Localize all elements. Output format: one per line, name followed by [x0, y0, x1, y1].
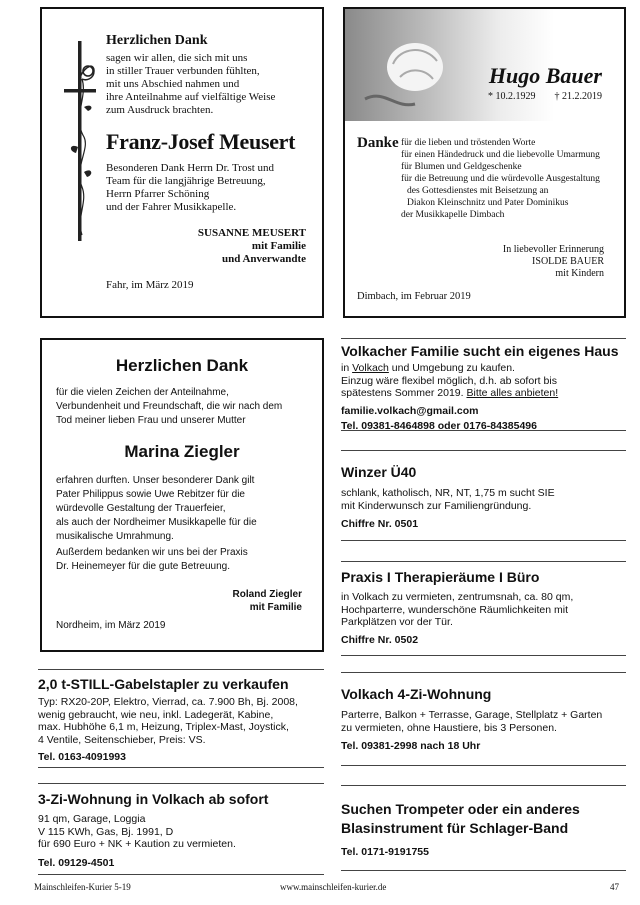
- divider: [341, 430, 626, 431]
- page-number: 47: [610, 882, 619, 892]
- place-date: Nordheim, im März 2019: [56, 620, 166, 631]
- deceased-name: Hugo Bauer: [488, 63, 602, 88]
- intro-text: für die vielen Zeichen der Anteilnahme, Verbundenheit und Freundschaft, die wir nach dem Tod meiner lieben Frau und unserer Mutter: [56, 387, 283, 426]
- ad-body: Typ: RX20-20P, Elektro, Vierrad, ca. 7.900 Bh, Bj. 2008, wenig gebraucht, wie neu, inkl. Ladegerät, Kabine, max. Hubhöhe 6,1 m, Heizung, Triplex-Mast, Joystick, 4 Ventile, Seitenschieber, Preis: VS.: [38, 696, 298, 746]
- ad-volkacher-familie: [341, 343, 631, 433]
- obituary-ziegler: [40, 338, 324, 652]
- divider: [38, 783, 324, 784]
- intro-text: sagen wir allen, die sich mit uns in stiller Trauer verbunden fühlten, mit uns Abschied nahmen und ihre Anteilnahme auf vielfältige Weise zum Ausdruck brachten.: [106, 52, 276, 116]
- death-date: † 21.2.2019: [554, 91, 602, 102]
- ad-chiffre: Chiffre Nr. 0502: [341, 633, 419, 646]
- ad-title: 3-Zi-Wohnung in Volkach ab sofort: [38, 791, 269, 807]
- memory-signers: In liebevoller Erinnerung ISOLDE BAUER mit Kindern: [502, 244, 604, 279]
- divider: [341, 561, 626, 562]
- body-text-2: Außerdem bedanken wir uns bei der Praxis Dr. Heinemeyer für die gute Betreuung.: [56, 547, 248, 572]
- life-dates: [488, 91, 602, 102]
- heading: Herzlichen Dank: [115, 356, 249, 375]
- ad-3zi-wohnung: [38, 791, 330, 869]
- ad-body: Parterre, Balkon + Terrasse, Garage, Stellplatz + Garten zu vermieten, ohne Haustiere, bis 3 Personen.: [341, 709, 603, 734]
- ad-email[interactable]: familie.volkach@gmail.com: [341, 404, 479, 417]
- ad-phone[interactable]: Tel. 0163-4091993: [38, 751, 126, 763]
- place-date: Fahr, im März 2019: [106, 279, 194, 291]
- divider: [38, 767, 324, 768]
- divider: [38, 874, 324, 875]
- ad-body: 91 qm, Garage, Loggia V 115 KWh, Gas, Bj. 1991, D für 690 Euro + NK + Kaution zu vermieten.: [38, 813, 236, 850]
- ad-title: Volkacher Familie sucht ein eigenes Haus: [341, 343, 619, 359]
- ad-title: 2,0 t-STILL-Gabelstapler zu verkaufen: [38, 676, 289, 692]
- ad-gabelstapler: [38, 676, 330, 764]
- thanks-lines: für die lieben und tröstenden Worte für einen Händedruck und die liebevolle Umarmung für Blumen und Geldgeschenke für die Betreuung und die würdevolle Ausgestaltung des Gottesdienstes mit Beisetzung an Diakon Kleinschnitz und Pater Dominikus der Musikkapelle Dimbach: [401, 138, 600, 220]
- footer-website[interactable]: www.mainschleifen-kurier.de: [280, 882, 387, 892]
- rose-icon: [345, 9, 465, 121]
- signers: Roland Ziegler mit Familie: [232, 589, 302, 613]
- danke-heading: Danke: [357, 135, 399, 151]
- volkach-link[interactable]: Volkach: [352, 362, 389, 374]
- divider: [341, 672, 626, 673]
- thanks-text: Besonderen Dank Herrn Dr. Trost und Team für die langjährige Betreuung, Herrn Pfarrer Schöning und der Fahrer Musikkapelle.: [106, 162, 275, 213]
- ad-title: Praxis I Therapieräume I Büro: [341, 569, 540, 585]
- ad-phone[interactable]: Tel. 09381-2998 nach 18 Uhr: [341, 740, 481, 752]
- body-text: erfahren durften. Unser besonderer Dank gilt Pater Philippus sowie Uwe Rebitzer für die würdevolle Gestaltung der Trauerfeier, als auch der Nordheimer Musikkapelle für die musikalische Umrahmung.: [56, 475, 257, 542]
- obituary-meusert: [40, 7, 324, 318]
- birth-date: * 10.2.1929: [488, 91, 536, 102]
- cross-rose-icon: [60, 37, 102, 247]
- divider: [341, 785, 626, 786]
- ad-trompeter: [341, 800, 631, 859]
- obituary-bauer: [343, 7, 626, 318]
- divider: [341, 450, 626, 451]
- divider: [341, 338, 626, 339]
- ad-title: Suchen Trompeter oder ein anderes Blasinstrument für Schlager-Band: [341, 801, 580, 836]
- divider: [341, 540, 626, 541]
- divider: [341, 870, 626, 871]
- ad-chiffre: Chiffre Nr. 0501: [341, 518, 419, 530]
- ad-body: in Volkach zu vermieten, zentrumsnah, ca. 80 qm, Hochparterre, wunderschöne Räumlichkeiten mit Parkplätzen vor der Tür.: [341, 591, 574, 628]
- heading: Herzlichen Dank: [106, 33, 208, 48]
- ad-winzer: [341, 464, 631, 531]
- deceased-name: Marina Ziegler: [124, 442, 240, 461]
- ad-4zi-wohnung: [341, 686, 631, 753]
- ad-body: in Volkach und Umgebung zu kaufen. Einzug wäre flexibel möglich, d.h. ab sofort bis spätestens Sommer 2019. Bitte alles anbieten!: [341, 362, 559, 399]
- signers: SUSANNE MEUSERT mit Familie und Anverwandte: [197, 227, 306, 265]
- place-date: Dimbach, im Februar 2019: [357, 291, 471, 302]
- divider: [341, 765, 626, 766]
- ad-phone[interactable]: Tel. 0171-9191755: [341, 846, 429, 858]
- ad-phone[interactable]: Tel. 09129-4501: [38, 856, 115, 869]
- deceased-name: Franz-Josef Meusert: [106, 129, 296, 154]
- anbieten-link[interactable]: Bitte alles anbieten!: [466, 387, 559, 399]
- ad-phone[interactable]: Tel. 09381-8464898 oder 0176-84385496: [341, 420, 537, 432]
- ad-title: Volkach 4-Zi-Wohnung: [341, 686, 492, 702]
- divider: [341, 655, 626, 656]
- divider: [38, 669, 324, 670]
- ad-body: schlank, katholisch, NR, NT, 1,75 m sucht SIE mit Kinderwunsch zur Familiengründung.: [341, 487, 555, 512]
- footer-publication: Mainschleifen-Kurier 5-19: [34, 882, 131, 892]
- ad-title: Winzer Ü40: [341, 464, 417, 480]
- ad-praxis: [341, 569, 631, 646]
